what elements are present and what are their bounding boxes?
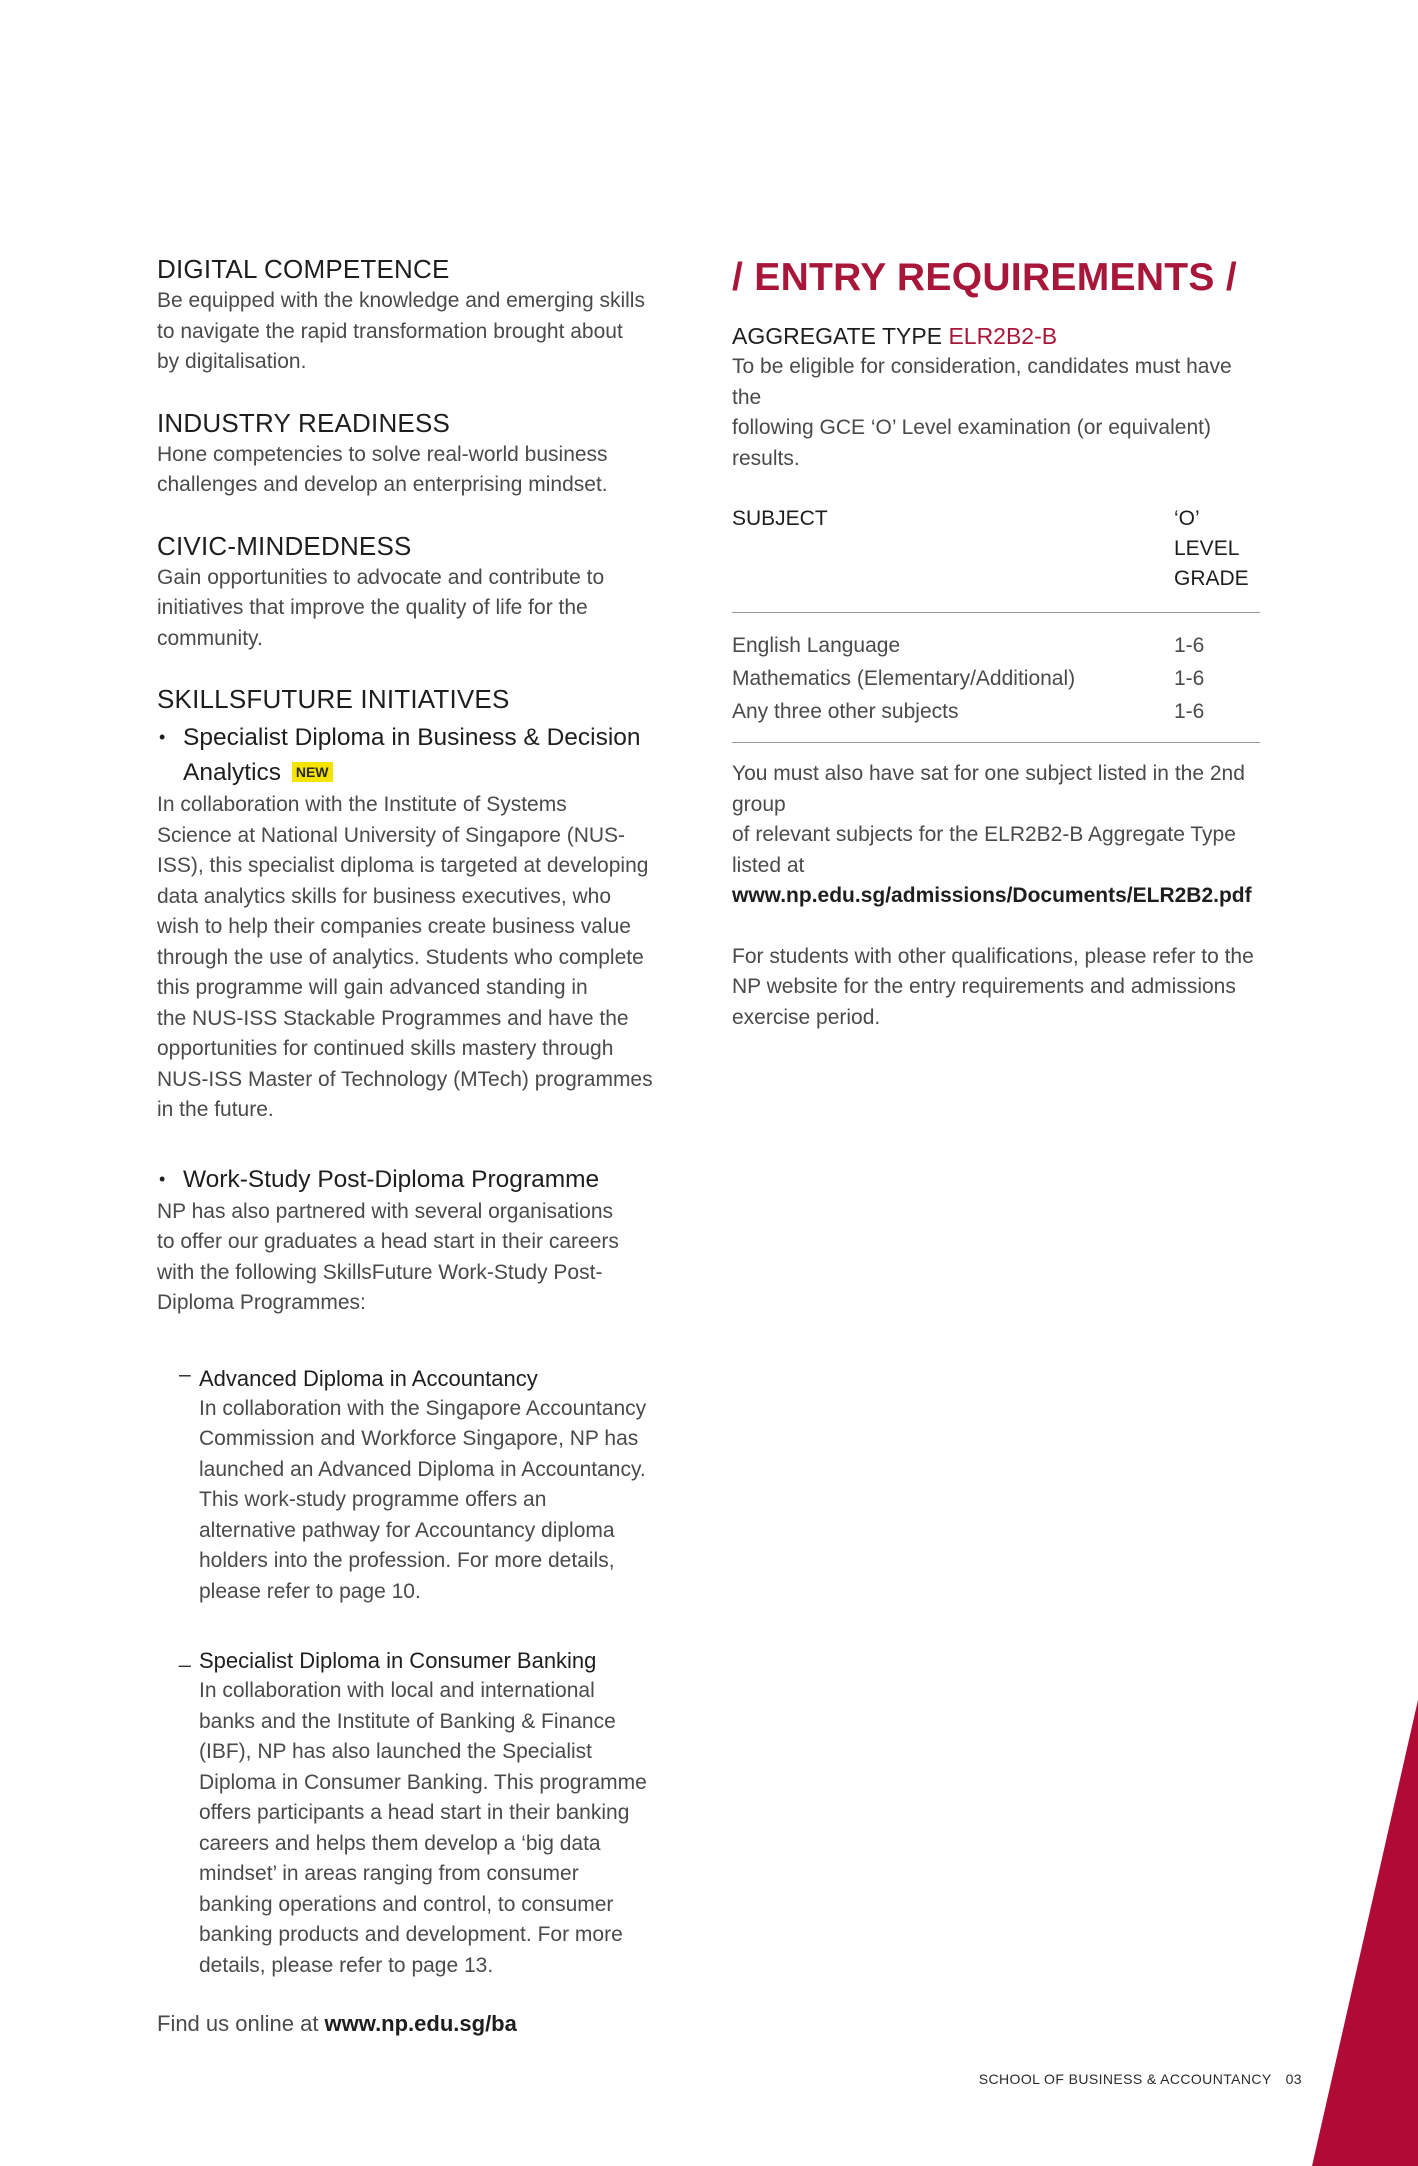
- text-line: to navigate the rapid transformation brought about: [157, 319, 623, 343]
- text-line: In collaboration with the Singapore Accountancy: [199, 1396, 647, 1420]
- page-number: 03: [1285, 2071, 1302, 2087]
- sub-item-content: [199, 1645, 647, 1981]
- text-line: this programme will gain advanced standing in: [157, 976, 588, 999]
- grade-header-line: ‘O’ LEVEL: [1174, 507, 1240, 560]
- aggregate-type: [732, 320, 1260, 352]
- bullet-specialist-diploma-analytics: [157, 720, 657, 790]
- text-line: offers participants a head start in their banking: [199, 1801, 630, 1824]
- sub-item-specialist-diploma-consumer-banking: [179, 1645, 657, 1981]
- digital-competence-heading: DIGITAL COMPETENCE: [157, 254, 450, 284]
- bullet-title: Work-Study Post-Diploma Programme: [183, 1165, 600, 1193]
- dash-icon: _: [179, 1645, 191, 1668]
- aggregate-type-code: ELR2B2-B: [948, 323, 1058, 349]
- text-line: with the following SkillsFuture Work-Study Post-: [157, 1260, 603, 1284]
- requirements-document-link[interactable]: www.np.edu.sg/admissions/Documents/ELR2B2.pdf: [732, 884, 1252, 907]
- industry-readiness-text: [157, 440, 657, 501]
- bullet-title-line: Specialist Diploma in Business & Decision: [183, 724, 641, 751]
- text-line: of relevant subjects for the ELR2B2-B Aggregate Type listed at: [732, 823, 1236, 877]
- text-line: careers and helps them develop a ‘big data: [199, 1831, 601, 1855]
- text-line: banks and the Institute of Banking & Finance: [199, 1709, 616, 1733]
- text-line: by digitalisation.: [157, 350, 307, 373]
- text-line: please refer to page 10.: [199, 1579, 421, 1603]
- aggregate-type-label: AGGREGATE TYPE: [732, 323, 949, 349]
- civic-mindedness-text: [157, 563, 657, 655]
- text-line: This work-study programme offers an: [199, 1488, 547, 1511]
- digital-competence-text: [157, 286, 657, 378]
- right-column: [732, 252, 1260, 1033]
- sub-item-description: [199, 1676, 647, 1981]
- entry-requirements-title: / ENTRY REQUIREMENTS /: [732, 256, 1237, 299]
- sub-item-content: [199, 1363, 646, 1608]
- section-skillsfuture: [157, 682, 657, 1981]
- text-line: Be equipped with the knowledge and emerging skills: [157, 289, 645, 312]
- text-line: banking products and development. For more: [199, 1923, 623, 1946]
- text-line: NP website for the entry requirements and admissions: [732, 975, 1236, 998]
- text-line: data analytics skills for business executives, who: [157, 884, 612, 908]
- text-line: wish to help their companies create business value: [157, 915, 631, 938]
- subject-cell: English Language: [732, 634, 901, 657]
- text-line: To be eligible for consideration, candidates must have the: [732, 355, 1232, 409]
- grade-header-line: GRADE: [1174, 567, 1249, 590]
- eligibility-intro: [732, 352, 1260, 474]
- grade-cell: 1-6: [1174, 667, 1205, 690]
- text-line: to offer our graduates a head start in their careers: [157, 1230, 619, 1253]
- bullet-title: [183, 720, 641, 790]
- footer-school-name: SCHOOL OF BUSINESS & ACCOUNTANCY: [978, 2071, 1272, 2087]
- text-line: opportunities for continued skills mastery through: [157, 1037, 614, 1060]
- text-line: ISS), this specialist diploma is targeted at developing: [157, 854, 649, 877]
- table-row: [732, 662, 1260, 695]
- text-line: NP has also partnered with several organisations: [157, 1199, 614, 1223]
- text-line: through the use of analytics. Students who complete: [157, 945, 644, 969]
- text-line: community.: [157, 626, 263, 650]
- text-line: Science at National University of Singapore (NUS-: [157, 823, 626, 847]
- text-line: holders into the profession. For more details,: [199, 1549, 615, 1572]
- text-line: Diploma Programmes:: [157, 1291, 366, 1314]
- find-us-prefix: Find us online at: [157, 2011, 325, 2036]
- text-line: the NUS-ISS Stackable Programmes and have the: [157, 1006, 629, 1030]
- column-header-grade: [1174, 504, 1260, 613]
- skillsfuture-heading: SKILLSFUTURE INITIATIVES: [157, 684, 510, 714]
- bullet-dot-icon: •: [159, 1168, 166, 1189]
- text-line: banking operations and control, to consumer: [199, 1892, 614, 1916]
- text-line: exercise period.: [732, 1005, 881, 1029]
- text-line: alternative pathway for Accountancy diploma: [199, 1518, 615, 1542]
- column-header-subject: SUBJECT: [732, 504, 1174, 613]
- text-line: details, please refer to page 13.: [199, 1953, 494, 1977]
- text-line: For students with other qualifications, please refer to the: [732, 944, 1254, 968]
- left-column: [157, 252, 657, 2059]
- table-row: [732, 695, 1260, 743]
- requirements-table: [732, 504, 1260, 743]
- text-line: Hone competencies to solve real-world business: [157, 442, 608, 466]
- section-civic-mindedness: [157, 529, 657, 655]
- bullet-work-study: [157, 1162, 657, 1197]
- text-line: In collaboration with the Institute of Systems: [157, 793, 567, 816]
- text-line: challenges and develop an enterprising mindset.: [157, 473, 608, 496]
- page-footer: [979, 2071, 1302, 2087]
- section-digital-competence: [157, 252, 657, 378]
- text-line: You must also have sat for one subject listed in the 2nd group: [732, 762, 1245, 816]
- text-line: Commission and Workforce Singapore, NP has: [199, 1427, 639, 1450]
- bullet-title-line: Analytics: [183, 759, 282, 786]
- analytics-description: [157, 790, 657, 1126]
- find-us-online: [157, 2011, 657, 2037]
- subject-cell: Any three other subjects: [732, 695, 1174, 743]
- sub-item-title: Advanced Diploma in Accountancy: [199, 1365, 538, 1391]
- civic-mindedness-heading: CIVIC-MINDEDNESS: [157, 530, 412, 561]
- sub-item-description: [199, 1394, 646, 1608]
- other-qualifications-note: [732, 942, 1260, 1034]
- text-line: In collaboration with local and international: [199, 1679, 595, 1702]
- text-line: initiatives that improve the quality of life for the: [157, 596, 588, 619]
- subject-cell: Mathematics (Elementary/Additional): [732, 667, 1076, 690]
- additional-requirement-note: [732, 759, 1260, 912]
- work-study-description: [157, 1197, 657, 1319]
- text-line: Diploma in Consumer Banking. This programme: [199, 1770, 647, 1794]
- text-line: following GCE ‘O’ Level examination (or equivalent) results.: [732, 416, 1211, 470]
- grade-cell: 1-6: [1174, 634, 1205, 657]
- text-line: mindset’ in areas ranging from consumer: [199, 1862, 579, 1885]
- text-line: launched an Advanced Diploma in Accountancy.: [199, 1457, 646, 1481]
- sub-item-title: Specialist Diploma in Consumer Banking: [199, 1648, 597, 1673]
- table-row: [732, 613, 1260, 663]
- industry-readiness-heading: INDUSTRY READINESS: [157, 407, 451, 438]
- website-link[interactable]: www.np.edu.sg/ba: [324, 2011, 517, 2036]
- new-badge: NEW: [292, 762, 333, 782]
- section-industry-readiness: [157, 406, 657, 501]
- text-line: Gain opportunities to advocate and contribute to: [157, 565, 605, 589]
- text-line: NUS-ISS Master of Technology (MTech) programmes: [157, 1067, 653, 1091]
- bullet-dot-icon: •: [159, 727, 166, 747]
- text-line: (IBF), NP has also launched the Specialist: [199, 1740, 592, 1763]
- table-header-row: [732, 504, 1260, 613]
- sub-item-advanced-diploma-accountancy: [179, 1363, 657, 1608]
- grade-cell: 1-6: [1174, 695, 1260, 743]
- text-line: in the future.: [157, 1098, 274, 1121]
- dash-icon: –: [179, 1362, 191, 1386]
